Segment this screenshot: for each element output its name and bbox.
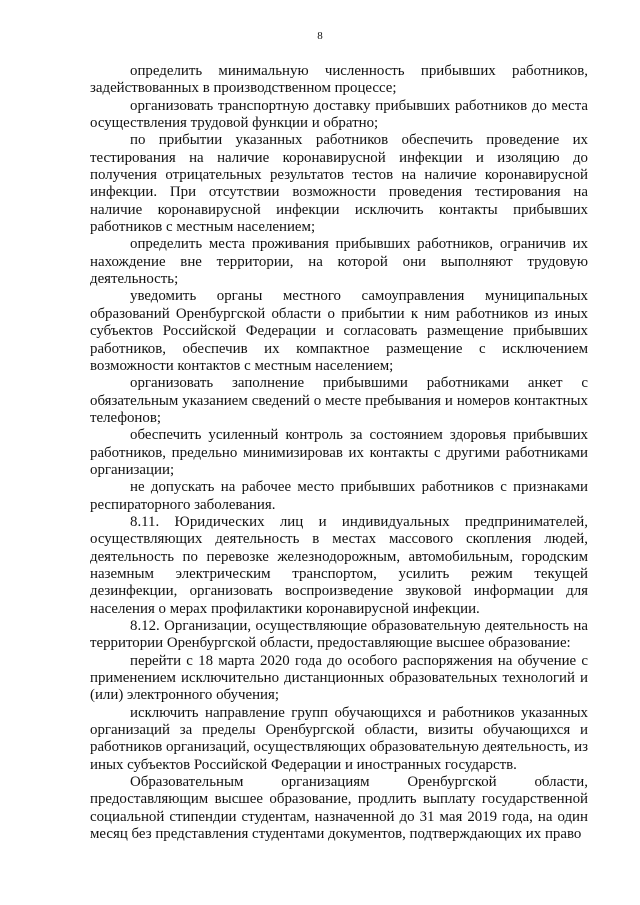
clause-8-11: 8.11. Юридических лиц и индивидуальных предпринимателей, осуществляющих деятельность в местах массового скопления людей, деятельность по перевозке железнодорожным, автомобильным, городским наземным электрическим транспортом, усилить режим текущей дезинфекции, организовать воспроизведение звуковой информации для населения о мерах профилактики коронавирусной инфекции.: [90, 513, 588, 617]
document-body: [90, 63, 588, 843]
paragraph: определить минимальную численность прибывших работников, задействованных в производственном процессе;: [90, 63, 588, 97]
paragraph: по прибытии указанных работников обеспечить проведение их тестирования на наличие коронавирусной инфекции и изоляцию до получения отрицательных результатов тестов на наличие коронавирусной инфекции. При отсутствии возможности проведения тестирования на наличие коронавирусной инфекции исключить контакты прибывших работников с местным населением;: [90, 132, 588, 236]
clause-8-12: 8.12. Организации, осуществляющие образовательную деятельность на территории Оренбургской области, предоставляющие высшее образование:: [90, 618, 588, 652]
paragraph: организовать заполнение прибывшими работниками анкет с обязательным указанием сведений о месте пребывания и номеров контактных телефонов;: [90, 375, 588, 426]
paragraph: определить места проживания прибывших работников, ограничив их нахождение вне территории, на которой они выполняют трудовую деятельность;: [90, 236, 588, 288]
paragraph: обеспечить усиленный контроль за состоянием здоровья прибывших работников, предельно минимизировав их контакты с другими работниками организации;: [90, 427, 588, 478]
paragraph: уведомить органы местного самоуправления муниципальных образований Оренбургской области о прибытии к ним работников из иных субъектов Российской Федерации и согласовать размещение прибывших работников, обеспечив их компактное размещение с исключением возможности контактов с местным населением;: [90, 288, 588, 374]
paragraph: перейти с 18 марта 2020 года до особого распоряжения на обучение с применением исключительно дистанционных образовательных технологий и (или) электронного обучения;: [90, 652, 588, 704]
paragraph: исключить направление групп обучающихся и работников указанных организаций за пределы Оренбургской области, визиты обучающихся и работников организаций, осуществляющих образовательную деятельность, из иных субъектов Российской Федерации и иностранных государств.: [90, 704, 588, 773]
paragraph: не допускать на рабочее место прибывших работников с признаками респираторного заболевания.: [90, 479, 588, 513]
paragraph: Образовательным организациям Оренбургской области, предоставляющим высшее образование, продлить выплату государственной социальной стипендии студентам, назначенной до 31 мая 2019 года, на один месяц без представления студентами документов, подтверждающих их право: [90, 774, 588, 843]
page-number: 8: [317, 30, 323, 42]
paragraph: организовать транспортную доставку прибывших работников до места осуществления трудовой функции и обратно;: [90, 97, 588, 132]
